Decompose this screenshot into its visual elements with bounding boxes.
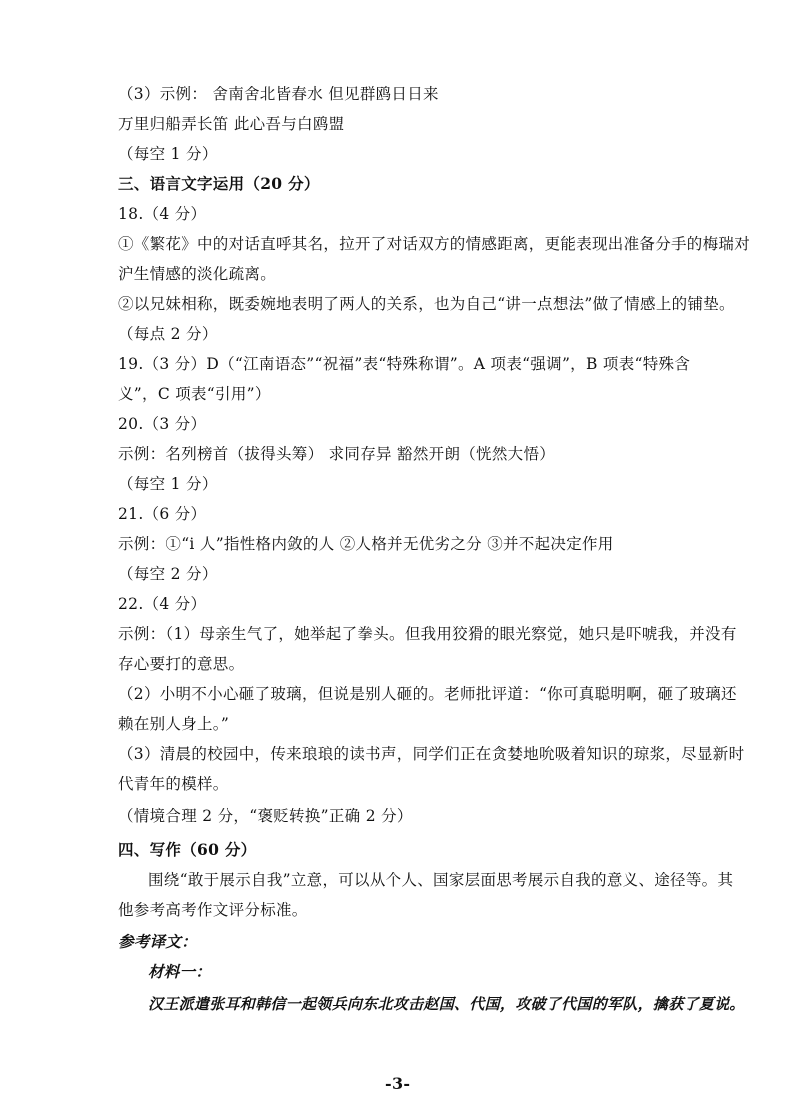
text-line: 赖在别人身上。” xyxy=(118,715,230,733)
text-line: ①《繁花》中的对话直呼其名，拉开了对话双方的情感距离，更能表现出准备分手的梅瑞对 xyxy=(118,235,751,253)
question-number: 20.（3 分） xyxy=(118,415,207,433)
text-line: （每点 2 分） xyxy=(118,325,218,343)
question-number: 21.（6 分） xyxy=(118,505,207,523)
text-line: 示例：（1）母亲生气了，她举起了拳头。但我用狡猾的眼光察觉，她只是吓唬我，并没有 xyxy=(118,625,737,643)
text-line: 沪生情感的淡化疏离。 xyxy=(118,265,277,283)
text-line: 他参考高考作文评分标准。 xyxy=(118,901,308,919)
text-line: 示例：①“i 人”指性格内敛的人 ②人格并无优劣之分 ③并不起决定作用 xyxy=(118,535,614,553)
text-line: 示例：名列榜首（拔得头筹） 求同存异 豁然开朗（恍然大悟） xyxy=(118,445,556,463)
text-line: 存心要打的意思。 xyxy=(118,655,245,673)
text-line: （每空 2 分） xyxy=(118,565,218,583)
section-heading: 三、语言文字运用（20 分） xyxy=(118,174,320,193)
text-line: 汉王派遣张耳和韩信一起领兵向东北攻击赵国、代国，攻破了代国的军队，擒获了夏说。 xyxy=(148,995,745,1013)
text-line: （情境合理 2 分，“褒贬转换”正确 2 分） xyxy=(118,807,413,825)
reference-translation-heading: 参考译文： xyxy=(118,932,198,951)
text-line: 义”，C 项表“引用”） xyxy=(118,385,271,403)
text-line: 围绕“敢于展示自我”立意，可以从个人、国家层面思考展示自我的意义、途径等。其 xyxy=(148,871,734,889)
text-line: 万里归船弄长笛 此心吾与白鸥盟 xyxy=(118,115,345,133)
text-line: 代青年的模样。 xyxy=(118,775,229,793)
text-line: （每空 1 分） xyxy=(118,475,218,493)
text-line: ②以兄妹相称，既委婉地表明了两人的关系，也为自己“讲一点想法”做了情感上的铺垫。 xyxy=(118,295,735,313)
page-number: -3- xyxy=(385,1074,411,1093)
text-line: （3）示例： 舍南舍北皆春水 但见群鸥日日来 xyxy=(118,85,439,103)
question-number: 22.（4 分） xyxy=(118,595,207,613)
material-heading: 材料一： xyxy=(148,962,212,981)
text-line: （每空 1 分） xyxy=(118,145,218,163)
text-line: （2）小明不小心砸了玻璃，但说是别人砸的。老师批评道：“你可真聪明啊，砸了玻璃还 xyxy=(118,685,737,703)
question-number: 19.（3 分）D（“江南语态”“祝福”表“特殊称谓”。A 项表“强调”，B 项表“特殊含 xyxy=(118,355,691,373)
text-line: （3）清晨的校园中，传来琅琅的读书声，同学们正在贪婪地吮吸着知识的琼浆，尽显新时 xyxy=(118,745,745,763)
question-number: 18.（4 分） xyxy=(118,205,207,223)
section-heading: 四、写作（60 分） xyxy=(118,840,257,859)
